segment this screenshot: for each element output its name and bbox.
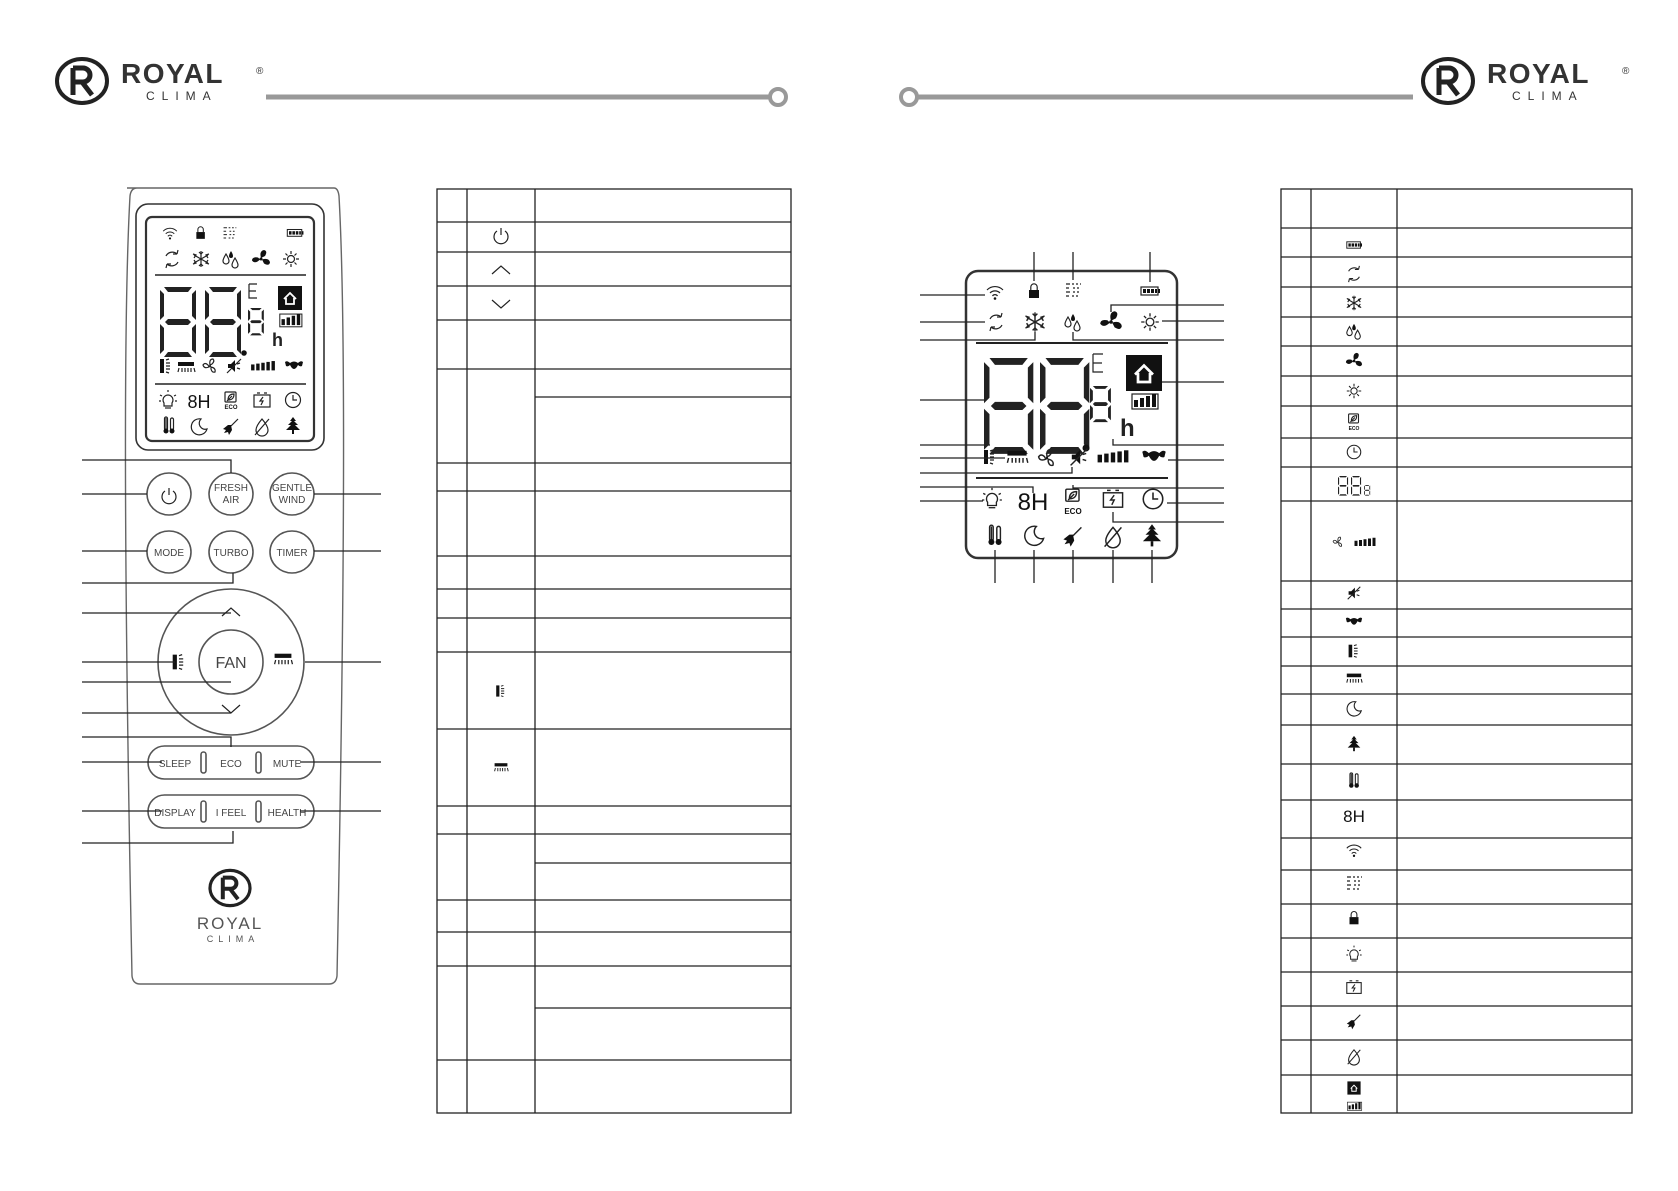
turbo-label: TURBO xyxy=(213,548,249,559)
thermometer-icon xyxy=(1349,773,1359,788)
eco-label: ECO xyxy=(1348,426,1360,432)
battery-flash-icon xyxy=(1347,981,1361,994)
small-fan-icon xyxy=(1333,537,1342,546)
battery-icon xyxy=(1347,242,1362,248)
gentle-wind-label-1: GENTLE xyxy=(271,483,313,494)
right-header xyxy=(901,58,1630,105)
health-button[interactable]: HEALTH xyxy=(267,808,307,819)
chevron-down-icon xyxy=(492,300,510,308)
turbo-icon xyxy=(1346,618,1362,625)
home-icon xyxy=(278,286,302,310)
separator xyxy=(201,801,206,822)
header-rule-end xyxy=(901,89,917,105)
fan-icon xyxy=(1346,353,1362,366)
sleep-button[interactable]: SLEEP xyxy=(158,759,192,770)
timer-button[interactable] xyxy=(270,531,314,573)
mute-icon xyxy=(1348,587,1361,600)
sun-icon xyxy=(1347,384,1361,398)
brand-name: ROYAL xyxy=(1487,58,1590,89)
power-button[interactable] xyxy=(147,473,191,515)
eco-label: ECO xyxy=(224,405,238,411)
fresh-air-label-2: AIR xyxy=(222,495,240,506)
signal-icon xyxy=(1347,1102,1361,1110)
mode-label: MODE xyxy=(154,548,184,559)
gentle-wind-button[interactable] xyxy=(270,473,314,515)
fresh-air-button[interactable] xyxy=(209,473,253,515)
brand-sub: CLIMA xyxy=(1512,89,1584,103)
remote-logo-name: ROYAL xyxy=(196,914,264,933)
remote-logo-sub: CLIMA xyxy=(206,934,260,944)
light-bulb-icon xyxy=(1346,946,1361,961)
fan-label: FAN xyxy=(215,655,247,672)
brand-name: ROYAL xyxy=(121,58,224,89)
fan-bars-icon xyxy=(1355,538,1376,546)
sleep-8h-label: 8H xyxy=(1343,807,1365,826)
timer-label: TIMER xyxy=(276,548,308,559)
lock-icon xyxy=(1350,912,1359,925)
brand-logo-icon xyxy=(57,59,107,103)
right-table xyxy=(1281,189,1632,1113)
eco-label: ECO xyxy=(1064,507,1082,516)
vertical-louver-icon xyxy=(496,685,504,696)
brand-logo-icon xyxy=(1423,59,1473,103)
hour-unit: h xyxy=(272,330,283,350)
decimal-dot xyxy=(241,350,247,356)
mute-button[interactable]: MUTE xyxy=(272,759,302,770)
display-button[interactable]: DISPLAY xyxy=(154,808,196,819)
auto-icon xyxy=(1349,266,1360,282)
moon-icon xyxy=(1347,702,1361,716)
vertical-louver-icon xyxy=(1349,645,1358,658)
power-icon xyxy=(494,228,508,244)
horizontal-louver-icon xyxy=(1347,674,1362,683)
left-header xyxy=(57,58,786,105)
home-icon xyxy=(1347,1081,1360,1094)
digits-icon xyxy=(1338,476,1370,496)
registered-mark: ® xyxy=(256,66,264,77)
brush-icon xyxy=(1347,1015,1361,1029)
separator xyxy=(201,752,206,773)
registered-mark: ® xyxy=(1622,66,1630,77)
brand-sub: CLIMA xyxy=(146,89,218,103)
separator xyxy=(256,801,261,822)
mode-button[interactable] xyxy=(147,531,191,573)
chevron-up-icon xyxy=(492,266,510,274)
eco-leaf-icon xyxy=(1349,414,1359,423)
fresh-air-label-1: FRESH xyxy=(214,483,248,494)
display-diagram xyxy=(966,271,1177,558)
turbo-button[interactable] xyxy=(209,531,253,573)
horizontal-louver-icon xyxy=(495,763,509,771)
left-table xyxy=(437,189,791,1113)
eco-button[interactable]: ECO xyxy=(220,759,242,770)
home-icon xyxy=(1126,355,1162,391)
sleep-8h-label: 8H xyxy=(1017,489,1049,516)
sleep-8h-label: 8H xyxy=(187,392,211,412)
wifi-icon xyxy=(1347,845,1361,857)
hour-unit: h xyxy=(1120,415,1135,442)
drops-icon xyxy=(1347,324,1361,339)
tree-icon xyxy=(1348,736,1361,751)
clock-icon xyxy=(1347,445,1361,459)
no-drop-icon xyxy=(1348,1050,1361,1065)
header-rule-end xyxy=(770,89,786,105)
swing-icon xyxy=(1347,877,1362,889)
gentle-wind-label-2: WIND xyxy=(278,495,306,506)
snowflake-icon xyxy=(1347,296,1361,310)
i-feel-button[interactable]: I FEEL xyxy=(215,808,247,819)
remote-control xyxy=(125,188,343,984)
separator xyxy=(256,752,261,773)
